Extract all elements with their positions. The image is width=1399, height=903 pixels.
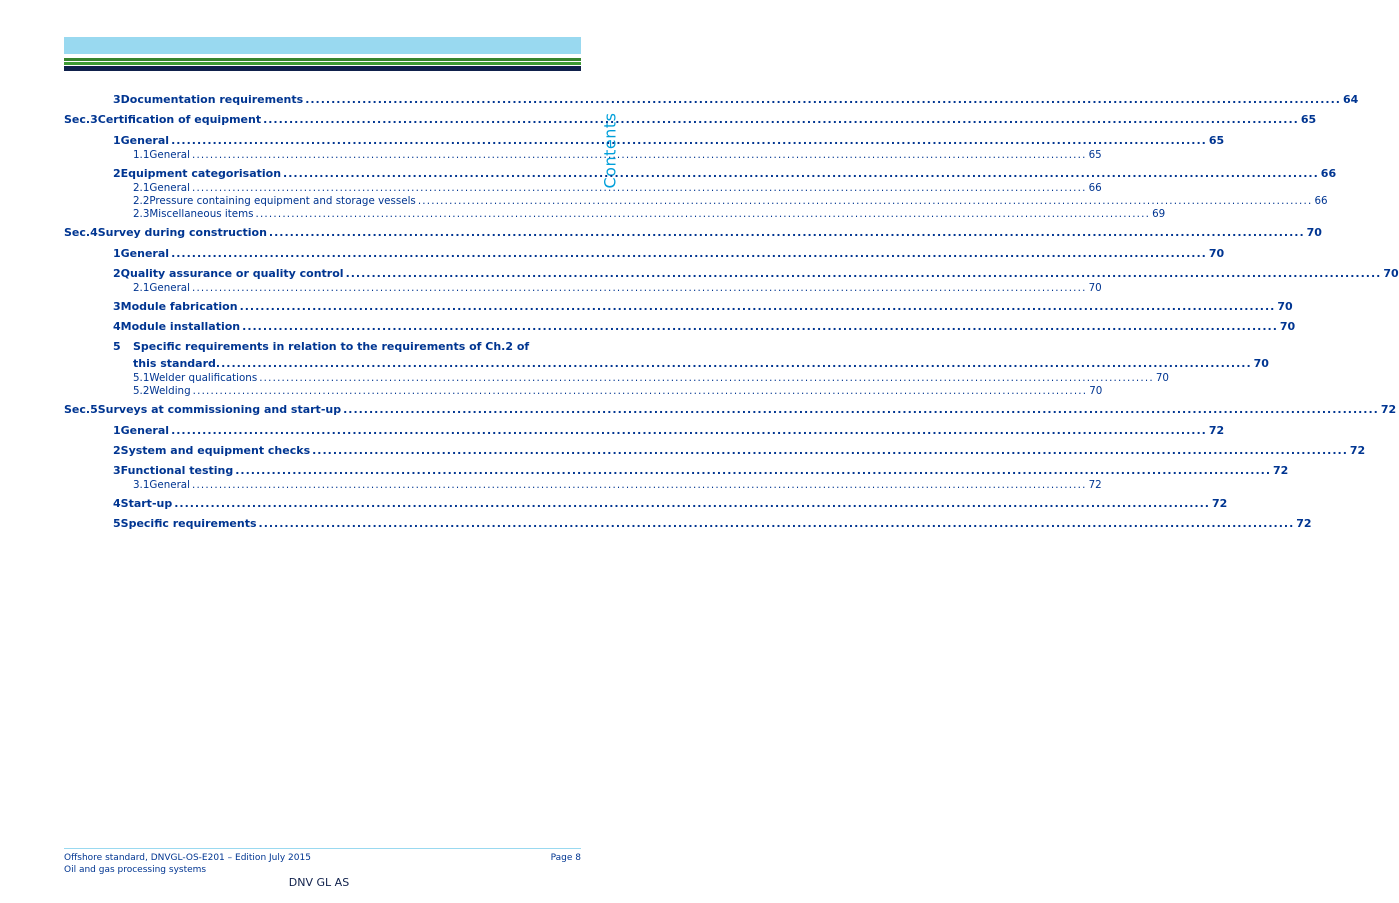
toc-entry-number: 1 xyxy=(113,247,121,260)
toc-entry-number: 3 xyxy=(113,93,121,106)
toc-entry-number: 4 xyxy=(113,497,121,510)
toc-entry-title: Module fabrication xyxy=(120,300,238,313)
toc-leader-dots: ........................................................................................................................................................................................................ xyxy=(191,182,1087,194)
toc-chapter-entry[interactable] xyxy=(64,338,1269,372)
toc-entry-number: 5 xyxy=(113,517,121,530)
toc-entry-number: 2 xyxy=(113,444,121,457)
toc-entry-page: 72 xyxy=(1088,479,1102,491)
toc-entry-number: 5.1 xyxy=(133,372,150,384)
toc-entry-number: 2.3 xyxy=(133,208,150,220)
toc-entry-page: 70 xyxy=(1088,282,1102,294)
toc-entry-number: 2.1 xyxy=(133,282,150,294)
toc-entry-page: 66 xyxy=(1314,195,1328,207)
toc-entry-page: 65 xyxy=(1088,149,1102,161)
toc-entry-page: 70 xyxy=(1306,226,1322,239)
toc-leader-dots: ........................................................................................................................................................................................................ xyxy=(258,517,1295,530)
toc-entry-title: System and equipment checks xyxy=(120,444,311,457)
toc-entry-number: Sec.5 xyxy=(64,403,98,416)
toc-leader-dots: ........................................................................................................................................................................................................ xyxy=(174,497,1210,510)
toc-entry-number: 2 xyxy=(113,167,121,180)
toc-entry-title: Functional testing xyxy=(120,464,234,477)
toc-chapter-entry[interactable] xyxy=(64,422,1225,439)
toc-leader-dots: ........................................................................................................................................................................................................ xyxy=(239,300,1276,313)
toc-entry-number: 3 xyxy=(113,464,121,477)
toc-leader-dots: ........................................................................................................................................................................................................ xyxy=(417,195,1313,207)
toc-leader-dots: ........................................................................................................................................................................................................ xyxy=(171,134,1207,147)
header-rule-green-1 xyxy=(64,58,581,61)
toc-entry-page: 65 xyxy=(1208,134,1225,147)
toc-entry-page: 70 xyxy=(1155,372,1169,384)
toc-subsection-entry[interactable] xyxy=(64,372,1169,385)
footer-document-info xyxy=(64,852,311,876)
toc-entry-number: 2.1 xyxy=(133,182,150,194)
toc-leader-dots: ........................................................................................................................................................................................................ xyxy=(259,372,1154,384)
toc-entry-title: Start-up xyxy=(120,497,173,510)
toc-chapter-entry[interactable] xyxy=(64,265,1399,282)
toc-leader-dots: ........................................................................................................................................................................................................ xyxy=(305,93,1341,106)
toc-leader-dots: ........................................................................................................................................................................................................ xyxy=(191,149,1087,161)
header-rule-navy xyxy=(64,66,581,71)
toc-chapter-entry[interactable] xyxy=(64,91,1359,108)
toc-entry-title: Specific requirements in relation to the requirements of Ch.2 of xyxy=(133,340,530,353)
toc-leader-dots: ........................................................................................................................................................................................................ xyxy=(235,464,1271,477)
toc-subsection-entry[interactable] xyxy=(64,282,1102,295)
toc-section-entry[interactable] xyxy=(64,111,1317,129)
toc-entry-page: 64 xyxy=(1342,93,1359,106)
toc-entry-number: Sec.3 xyxy=(64,113,98,126)
toc-entry-number: 5.2 xyxy=(133,385,150,397)
toc-entry-title: General xyxy=(149,282,190,294)
toc-chapter-entry[interactable] xyxy=(64,515,1312,532)
toc-leader-dots: ........................................................................................................................................................................................................ xyxy=(345,267,1382,280)
toc-entry-number: 3.1 xyxy=(133,479,150,491)
toc-leader-dots: ........................................................................................................................................................................................................ xyxy=(283,167,1319,180)
toc-entry-page: 70 xyxy=(1253,357,1269,370)
toc-chapter-entry[interactable] xyxy=(64,318,1296,335)
toc-entry-page: 70 xyxy=(1279,320,1296,333)
toc-entry-page: 72 xyxy=(1296,517,1312,530)
toc-chapter-entry[interactable] xyxy=(64,132,1225,149)
toc-entry-number: Sec.4 xyxy=(64,226,98,239)
toc-chapter-entry[interactable] xyxy=(64,245,1225,262)
toc-leader-dots: ........................................................................................................................................................................................................ xyxy=(191,479,1087,491)
header-rule-green-2 xyxy=(64,62,581,65)
toc-subsection-entry[interactable] xyxy=(64,182,1102,195)
toc-entry-page: 69 xyxy=(1152,208,1166,220)
toc-entry-page: 70 xyxy=(1208,247,1225,260)
toc-entry-title: Documentation requirements xyxy=(120,93,304,106)
toc-entry-title: Module installation xyxy=(120,320,241,333)
header-band xyxy=(64,37,581,54)
toc-entry-number: 1 xyxy=(113,424,121,437)
toc-entry-page: 66 xyxy=(1320,167,1337,180)
footer-title: Oil and gas processing systems xyxy=(64,865,207,875)
toc-entry-page: 70 xyxy=(1383,267,1399,280)
toc-section-entry[interactable] xyxy=(64,224,1322,242)
toc-entry-number: 5 xyxy=(113,340,121,353)
toc-entry-title: Surveys at commissioning and start-up xyxy=(97,403,342,416)
footer-page-number: Page 8 xyxy=(550,853,581,863)
toc-chapter-entry[interactable] xyxy=(64,298,1293,315)
toc-section-entry[interactable] xyxy=(64,401,1397,419)
contents-side-tab-label: Contents xyxy=(600,112,620,188)
toc-entry-page: 72 xyxy=(1208,424,1225,437)
toc-entry-title: Survey during construction xyxy=(97,226,267,239)
footer-company: DNV GL AS xyxy=(288,876,350,889)
toc-subsection-entry[interactable] xyxy=(64,479,1102,492)
toc-leader-dots: ........................................................................................................................................................................................................ xyxy=(192,385,1088,397)
toc-leader-dots: ........................................................................................................................................................................................................ xyxy=(242,320,1278,333)
toc-chapter-entry[interactable] xyxy=(64,442,1366,459)
toc-entry-title: General xyxy=(149,479,190,491)
toc-entry-title: Certification of equipment xyxy=(97,113,262,126)
toc-entry-page: 65 xyxy=(1300,113,1317,126)
toc-leader-dots: ........................................................................................................................................................................................................ xyxy=(268,226,1305,239)
toc-subsection-entry[interactable] xyxy=(64,385,1103,398)
toc-leader-dots: ........................................................................................................................................................................................................ xyxy=(312,444,1348,457)
toc-leader-dots: ........................................................................................................................................................................................................ xyxy=(215,357,1252,370)
footer-standard: Offshore standard, DNVGL-OS-E201 – Edition July 2015 xyxy=(64,853,311,863)
footer-rule xyxy=(64,848,581,849)
toc-leader-dots: ........................................................................................................................................................................................................ xyxy=(191,282,1087,294)
toc-chapter-entry[interactable] xyxy=(64,462,1289,479)
toc-entry-page: 72 xyxy=(1380,403,1397,416)
toc-entry-title-cont: this standard xyxy=(133,357,216,370)
toc-entry-number: 2.2 xyxy=(133,195,150,207)
toc-entry-title: Specific requirements xyxy=(120,517,257,530)
toc-leader-dots: ........................................................................................................................................................................................................ xyxy=(171,247,1207,260)
toc-entry-number: 4 xyxy=(113,320,121,333)
toc-entry-page: 72 xyxy=(1273,464,1289,477)
toc-entry-number: 1.1 xyxy=(133,149,150,161)
toc-entry-title: General xyxy=(120,247,170,260)
toc-leader-dots: ........................................................................................................................................................................................................ xyxy=(255,208,1151,220)
toc-entry-title: Welder qualifications xyxy=(149,372,258,384)
toc-entry-number: 3 xyxy=(113,300,121,313)
toc-entry-title: General xyxy=(120,424,170,437)
toc-entry-page: 70 xyxy=(1089,385,1103,397)
toc-entry-number: 2 xyxy=(113,267,121,280)
toc-entry-number: 1 xyxy=(113,134,121,147)
toc-entry-title: Welding xyxy=(149,385,191,397)
toc-entry-page: 72 xyxy=(1211,497,1228,510)
toc-leader-dots: ........................................................................................................................................................................................................ xyxy=(263,113,1299,126)
toc-leader-dots: ........................................................................................................................................................................................................ xyxy=(343,403,1379,416)
toc-entry-title: Miscellaneous items xyxy=(149,208,254,220)
toc-entry-title: General xyxy=(120,134,170,147)
toc-entry-title: Equipment categorisation xyxy=(120,167,282,180)
toc-entry-page: 70 xyxy=(1277,300,1293,313)
toc-entry-page: 72 xyxy=(1349,444,1366,457)
toc-entry-title: Quality assurance or quality control xyxy=(120,267,344,280)
toc-subsection-entry[interactable] xyxy=(64,208,1166,221)
toc-entry-title: General xyxy=(149,182,190,194)
toc-subsection-entry[interactable] xyxy=(64,195,1328,208)
toc-entry-title: General xyxy=(149,149,190,161)
toc-chapter-entry[interactable] xyxy=(64,495,1228,512)
toc-subsection-entry[interactable] xyxy=(64,149,1102,162)
toc-chapter-entry[interactable] xyxy=(64,165,1337,182)
toc-entry-page: 66 xyxy=(1088,182,1102,194)
toc-entry-title: Pressure containing equipment and storage vessels xyxy=(149,195,416,207)
toc-leader-dots: ........................................................................................................................................................................................................ xyxy=(171,424,1207,437)
